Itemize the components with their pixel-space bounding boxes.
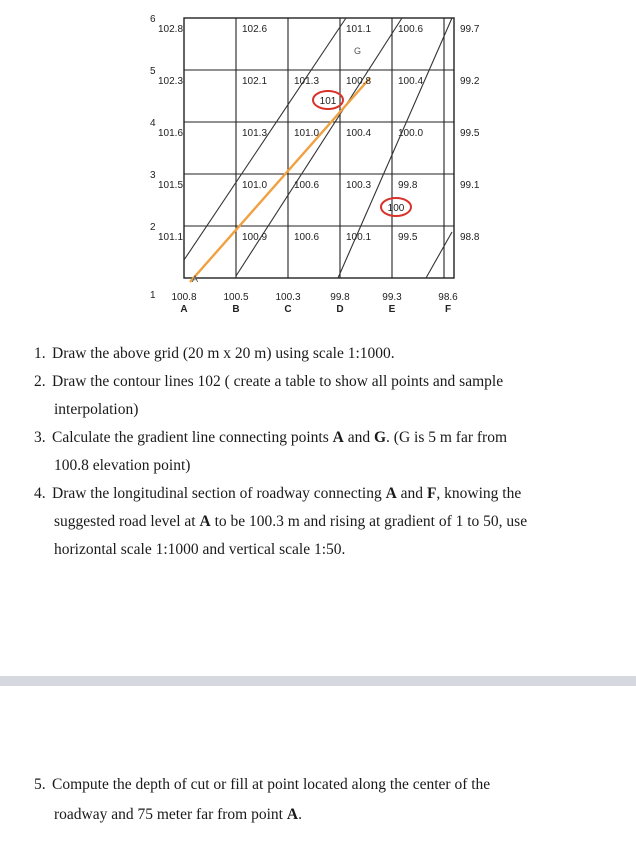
column-letter-label: D [336, 304, 344, 315]
row-number-label: 6 [150, 14, 156, 25]
question-3-continuation: 100.8 elevation point) [54, 457, 191, 474]
question-4-line-3: horizontal scale 1:1000 and vertical scale 1:50. [54, 541, 346, 558]
question-5-line-2-point-a: A [286, 806, 299, 823]
grid-elevation-value: 101.1 [346, 24, 372, 35]
question-2-text: Draw the contour lines 102 ( create a table to show all points and sample [52, 373, 504, 390]
grid-elevation-value: 100.5 [223, 292, 249, 303]
question-1-text: Draw the above grid (20 m x 20 m) using scale 1:1000. [52, 345, 395, 362]
grid-elevation-value: 102.3 [158, 76, 184, 87]
grid-elevation-value: 100.4 [346, 128, 372, 139]
row-number-label: 4 [150, 118, 156, 129]
grid-elevation-value: 100.6 [398, 24, 424, 35]
point-g-label: G [354, 46, 362, 56]
grid-elevation-value: 99.7 [460, 24, 480, 35]
question-5-line-2-pre: roadway and 75 meter far from point [54, 806, 287, 823]
question-5-text: Compute the depth of cut or fill at point located along the center of the [52, 776, 491, 793]
grid-elevation-value: 100.6 [294, 180, 320, 191]
row-number-label: 3 [150, 170, 156, 181]
row-number-label: 1 [150, 290, 156, 301]
column-letter-label: E [388, 304, 396, 315]
contour-line [426, 232, 452, 278]
question-2-continuation: interpolation) [54, 401, 139, 418]
question-5-number: 5. [34, 776, 46, 793]
grid-elevation-value: 98.6 [438, 292, 458, 303]
gradient-line-a-g [190, 78, 370, 282]
question-1 [34, 340, 594, 368]
question-4-point-f: F [426, 485, 437, 502]
point-a-label: A [192, 274, 199, 284]
grid-elevation-value: 101.6 [158, 128, 184, 139]
contour-grid-figure [140, 2, 480, 332]
column-letter-label: A [180, 304, 188, 315]
grid-elevation-value: 99.5 [398, 232, 418, 243]
grid-elevation-value: 100.8 [346, 76, 372, 87]
grid-elevation-value: 101.3 [294, 76, 320, 87]
question-2 [34, 368, 594, 396]
grid-elevation-value: 102.1 [242, 76, 268, 87]
question-5-line-2-post: . [298, 806, 302, 823]
question-1-number: 1. [34, 345, 46, 362]
question-4-line-2-post: to be 100.3 m and rising at gradient of 1 to 50, use [210, 513, 528, 530]
grid-elevation-value: 100.3 [275, 292, 301, 303]
grid-elevation-value: 99.5 [460, 128, 480, 139]
grid-elevation-value: 100.3 [346, 180, 372, 191]
grid-elevation-value: 99.8 [330, 292, 350, 303]
grid-elevation-value: 101.5 [158, 180, 184, 191]
grid-elevation-value: 101.1 [158, 232, 184, 243]
question-4-line-2-pre: suggested road level at [54, 513, 200, 530]
question-3-point-g: G [373, 429, 387, 446]
contour-grid-svg [140, 2, 480, 332]
circle-upper-label: 101 [319, 96, 337, 107]
grid-elevation-value: 100.8 [171, 292, 197, 303]
grid-elevation-value: 98.8 [460, 232, 480, 243]
question-4-number: 4. [34, 485, 46, 502]
column-letter-label: F [444, 304, 452, 315]
question-3-text-pre: Calculate the gradient line connecting points [52, 429, 333, 446]
question-3 [34, 424, 594, 452]
row-number-label: 5 [150, 66, 156, 77]
question-4-line-2-point-a: A [199, 513, 211, 530]
row-number-label: 2 [150, 222, 156, 233]
question-5 [34, 770, 594, 830]
grid-elevation-value: 99.3 [382, 292, 402, 303]
page-divider [0, 676, 636, 686]
grid-elevation-value: 102.6 [242, 24, 268, 35]
grid-elevation-value: 100.0 [398, 128, 424, 139]
question-3-text-post: . (G is 5 m far from [386, 429, 508, 446]
question-3-number: 3. [34, 429, 46, 446]
grid-elevation-value: 100.4 [398, 76, 424, 87]
grid-elevation-value: 99.2 [460, 76, 480, 87]
question-4-point-a: A [385, 485, 397, 502]
grid-elevation-value: 101.0 [294, 128, 320, 139]
question-4-text-post: , knowing the [436, 485, 522, 502]
question-3-text-mid: and [343, 429, 374, 446]
question-4-line-2 [34, 508, 594, 536]
grid-elevation-value: 100.6 [294, 232, 320, 243]
question-4-text-pre: Draw the longitudinal section of roadway connecting [52, 485, 386, 502]
column-letter-label: B [232, 304, 240, 315]
grid-elevation-value: 101.0 [242, 180, 268, 191]
grid-elevation-value: 100.9 [242, 232, 268, 243]
question-3-point-a: A [332, 429, 344, 446]
grid-elevation-value: 101.3 [242, 128, 268, 139]
question-4-text-mid: and [396, 485, 427, 502]
column-letter-label: C [284, 304, 292, 315]
grid-elevation-value: 99.8 [398, 180, 418, 191]
grid-elevation-value: 99.1 [460, 180, 480, 191]
question-4 [34, 480, 594, 508]
question-2-number: 2. [34, 373, 46, 390]
circle-lower-label: 100 [387, 203, 405, 214]
question-list [34, 340, 594, 564]
grid-elevation-value: 102.8 [158, 24, 184, 35]
grid-elevation-value: 100.1 [346, 232, 372, 243]
contour-line [184, 18, 346, 260]
